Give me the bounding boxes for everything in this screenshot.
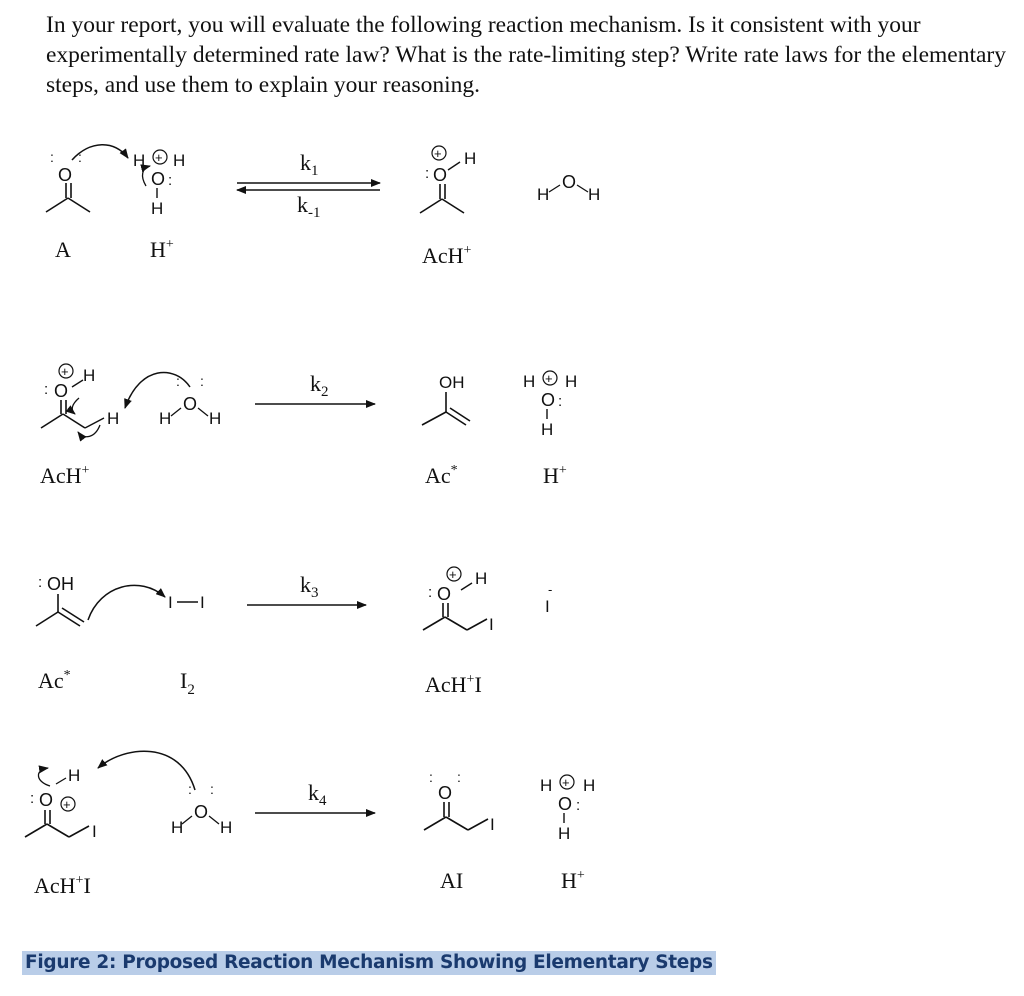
atom-hydroxyl: OH: [47, 574, 74, 594]
label-AcH-plus-I: AcH+I: [34, 873, 91, 898]
label-proton: H+: [561, 868, 585, 893]
plus-sign: +: [562, 775, 570, 790]
figure-caption: Figure 2: Proposed Reaction Mechanism Showing Elementary Steps: [22, 951, 716, 975]
lone-pair: :: [168, 172, 173, 189]
lone-pair: :: [30, 790, 35, 807]
curved-arrow: [38, 768, 50, 786]
label-AI: AI: [440, 868, 464, 893]
label-proton: H+: [543, 463, 567, 488]
enol-structure: [36, 574, 165, 626]
lone-pair: :: [576, 797, 581, 814]
rate-constant-k-1: $k_{-1}$: [297, 192, 321, 221]
plus-sign: +: [434, 146, 442, 161]
iodide-structure: [545, 582, 552, 616]
atom-hydrogen: H: [523, 372, 536, 391]
rate-constant-k1: $k_1$: [300, 150, 319, 179]
curved-arrow: [78, 425, 100, 437]
plus-sign: +: [63, 797, 71, 812]
atom-oxygen: O: [183, 394, 198, 414]
atom-hydrogen: H: [540, 776, 553, 795]
atom-hydrogen: H: [83, 366, 96, 385]
intro-paragraph: In your report, you will evaluate the following reaction mechanism. Is it consistent with your experimentally determined rate law? What is the rate-limiting step? Write rate laws for the elementary steps, and use them to explain your reasoning.: [46, 12, 1006, 98]
label-AcH-plus-I: AcH+I: [425, 672, 482, 697]
protonated-iodoacetone-structure: [25, 751, 195, 841]
water-structure: [159, 373, 221, 428]
lone-pair: :: [558, 393, 563, 410]
lone-pair: :: [78, 149, 82, 165]
hydronium-structure: [540, 775, 595, 843]
label-proton: H+: [150, 237, 174, 262]
label-Ac-star: Ac*: [38, 668, 71, 693]
atom-hydrogen: H: [107, 409, 120, 428]
iodoacetone-structure: [424, 769, 495, 834]
lone-pair: :: [38, 574, 43, 591]
atom-hydrogen: H: [220, 818, 233, 837]
step-3: [36, 567, 552, 698]
step-4: [25, 751, 595, 898]
atom-oxygen: O: [438, 783, 453, 803]
water-structure: [171, 781, 232, 837]
curved-arrow: [98, 751, 195, 790]
curved-arrow: [88, 585, 165, 620]
label-AcH-plus: AcH+: [40, 463, 90, 488]
label-I2: $I_2$: [180, 668, 195, 698]
rate-constant-k4: $k_4$: [308, 780, 327, 809]
rate-constant-k2: $k_2$: [310, 371, 329, 400]
atom-hydrogen: H: [133, 151, 146, 170]
plus-sign: +: [449, 567, 457, 582]
atom-hydrogen: H: [475, 569, 488, 588]
lone-pair: :: [429, 769, 433, 785]
lone-pair: :: [188, 781, 192, 797]
lone-pair: :: [44, 381, 49, 398]
step-1: [46, 145, 600, 268]
atom-oxygen: O: [558, 794, 573, 814]
atom-hydrogen: H: [565, 372, 578, 391]
atom-hydroxyl: OH: [439, 373, 465, 392]
lone-pair: :: [50, 149, 54, 165]
atom-hydrogen: H: [537, 185, 550, 204]
atom-hydrogen: H: [588, 185, 601, 204]
atom-hydrogen: H: [558, 824, 571, 843]
atom-iodine: I: [168, 593, 173, 612]
atom-hydrogen: H: [583, 776, 596, 795]
atom-iodine: I: [545, 597, 550, 616]
atom-iodine: I: [489, 615, 494, 634]
lone-pair: :: [176, 373, 180, 389]
atom-hydrogen: H: [151, 199, 164, 218]
atom-oxygen: O: [541, 390, 556, 410]
lone-pair: :: [428, 584, 433, 601]
water-structure: [537, 172, 600, 204]
plus-sign: +: [61, 364, 69, 379]
atom-oxygen: O: [151, 169, 166, 189]
atom-hydrogen: H: [171, 818, 184, 837]
minus-charge: -: [548, 582, 553, 597]
iodine-structure: [168, 593, 205, 612]
atom-oxygen: O: [194, 802, 209, 822]
protonated-acetone-structure: [420, 146, 476, 213]
atom-hydrogen: H: [209, 409, 222, 428]
label-AcH-plus: AcH+: [422, 243, 472, 268]
plus-sign: +: [545, 371, 553, 386]
acetone-structure: [46, 183, 90, 212]
plus-sign: +: [155, 150, 163, 165]
atom-oxygen: O: [54, 381, 69, 401]
label-A: A: [55, 237, 71, 262]
curved-arrow: [72, 398, 79, 414]
step-2: [40, 364, 577, 488]
lone-pair: :: [457, 769, 461, 785]
atom-hydrogen: H: [68, 766, 81, 785]
atom-oxygen: O: [58, 165, 73, 185]
atom-oxygen: O: [433, 165, 448, 185]
atom-hydrogen: H: [541, 420, 554, 439]
enol-structure: [422, 373, 470, 425]
protonated-iodoacetone-structure: [423, 567, 494, 634]
atom-iodine: I: [92, 822, 97, 841]
hydronium-structure: [523, 371, 577, 439]
atom-oxygen: O: [39, 790, 54, 810]
atom-oxygen: O: [437, 584, 452, 604]
atom-hydrogen: H: [464, 149, 477, 168]
lone-pair: :: [210, 781, 214, 797]
atom-hydrogen: H: [159, 409, 172, 428]
lone-pair: :: [200, 373, 204, 389]
label-Ac-star: Ac*: [425, 463, 458, 488]
atom-iodine: I: [200, 593, 205, 612]
rate-constant-k3: $k_3$: [300, 572, 319, 601]
atom-iodine: I: [490, 815, 495, 834]
atom-hydrogen: H: [173, 151, 186, 170]
hydronium-structure: [133, 150, 185, 218]
lone-pair: :: [425, 165, 430, 182]
curved-arrow: [125, 372, 190, 408]
atom-oxygen: O: [562, 172, 577, 192]
